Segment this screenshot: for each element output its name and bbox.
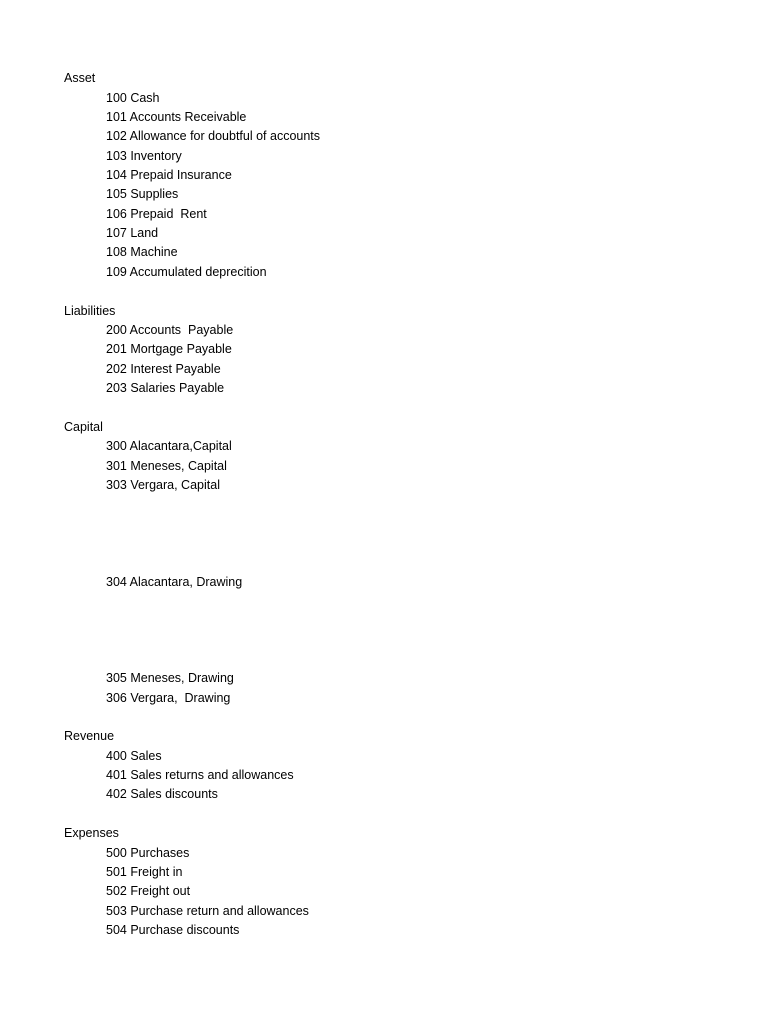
account-item: 305 Meneses, Drawing	[106, 671, 234, 685]
account-item: 306 Vergara, Drawing	[106, 691, 231, 705]
section-heading-revenue: Revenue	[64, 729, 115, 743]
account-item: 105 Supplies	[106, 187, 179, 201]
account-item: 102 Allowance for doubtful of accounts	[106, 129, 321, 143]
account-item: 106 Prepaid Rent	[106, 207, 207, 221]
account-item: 109 Accumulated deprecition	[106, 265, 267, 279]
account-item: 104 Prepaid Insurance	[106, 168, 232, 182]
account-item: 301 Meneses, Capital	[106, 459, 227, 473]
account-item: 101 Accounts Receivable	[106, 110, 247, 124]
account-item: 500 Purchases	[106, 846, 190, 860]
account-item: 503 Purchase return and allowances	[106, 904, 309, 918]
section-heading-liabilities: Liabilities	[64, 304, 116, 318]
account-item: 504 Purchase discounts	[106, 923, 240, 937]
account-item: 203 Salaries Payable	[106, 381, 225, 395]
account-item: 200 Accounts Payable	[106, 323, 234, 337]
account-item: 201 Mortgage Payable	[106, 342, 232, 356]
account-item: 108 Machine	[106, 245, 178, 259]
section-heading-asset: Asset	[64, 71, 96, 85]
account-item: 401 Sales returns and allowances	[106, 768, 294, 782]
account-item: 304 Alacantara, Drawing	[106, 575, 243, 589]
section-heading-capital: Capital	[64, 420, 103, 434]
account-item: 501 Freight in	[106, 865, 183, 879]
account-item: 502 Freight out	[106, 884, 191, 898]
account-item: 100 Cash	[106, 91, 160, 105]
section-heading-expenses: Expenses	[64, 826, 119, 840]
account-item: 103 Inventory	[106, 149, 182, 163]
account-item: 300 Alacantara,Capital	[106, 439, 232, 453]
account-item: 402 Sales discounts	[106, 787, 218, 801]
account-item: 400 Sales	[106, 749, 162, 763]
account-item: 303 Vergara, Capital	[106, 478, 220, 492]
account-item: 107 Land	[106, 226, 159, 240]
account-item: 202 Interest Payable	[106, 362, 221, 376]
